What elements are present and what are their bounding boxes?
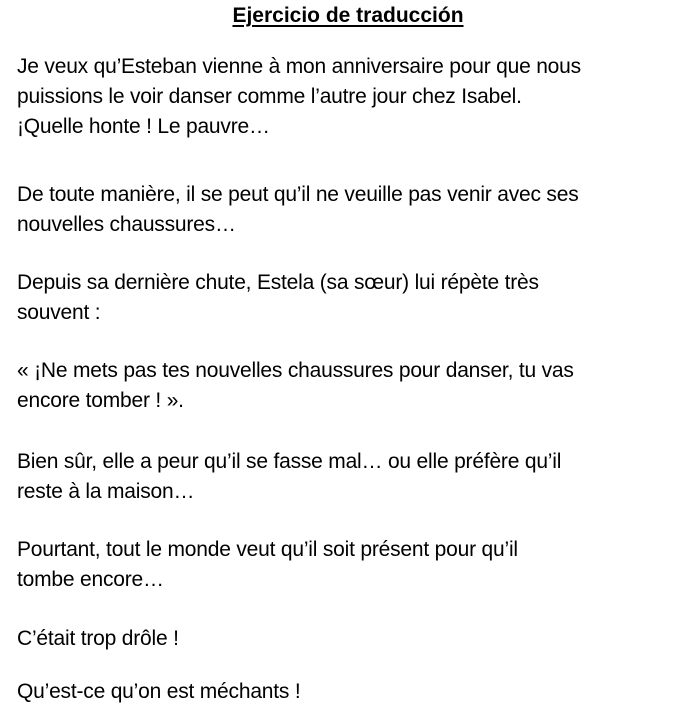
document-title: Ejercicio de traducción: [232, 4, 464, 27]
paragraph-line: Pourtant, tout le monde veut qu’il soit présent pour qu’il: [17, 538, 518, 561]
paragraph-8: [17, 677, 689, 707]
paragraph-line: souvent :: [17, 301, 101, 324]
paragraph-3: [17, 268, 689, 328]
paragraph-line: Qu’est-ce qu’on est méchants !: [17, 680, 301, 703]
paragraph-6: [17, 535, 689, 595]
paragraph-line: C’était trop drôle !: [17, 627, 179, 650]
paragraph-line: De toute manière, il se peut qu’il ne veuille pas venir avec ses: [17, 183, 579, 206]
paragraph-line: Je veux qu’Esteban vienne à mon anniversaire pour que nous: [17, 55, 581, 78]
paragraph-line: puissions le voir danser comme l’autre jour chez Isabel.: [17, 85, 522, 108]
paragraph-line: Bien sûr, elle a peur qu’il se fasse mal… ou elle préfère qu’il: [17, 450, 562, 473]
paragraph-line: « ¡Ne mets pas tes nouvelles chaussures pour danser, tu vas: [17, 359, 574, 382]
paragraph-line: nouvelles chaussures…: [17, 213, 236, 236]
paragraph-line: ¡Quelle honte ! Le pauvre…: [17, 115, 270, 138]
paragraph-1: [17, 52, 689, 142]
paragraph-line: reste à la maison…: [17, 480, 195, 503]
paragraph-2: [17, 180, 689, 240]
paragraph-line: encore tomber ! ».: [17, 389, 184, 412]
paragraph-line: Depuis sa dernière chute, Estela (sa sœur) lui répète très: [17, 271, 539, 294]
paragraph-5: [17, 447, 689, 507]
paragraph-7: [17, 624, 689, 654]
paragraph-line: tombe encore…: [17, 568, 164, 591]
paragraph-4: [17, 356, 689, 416]
